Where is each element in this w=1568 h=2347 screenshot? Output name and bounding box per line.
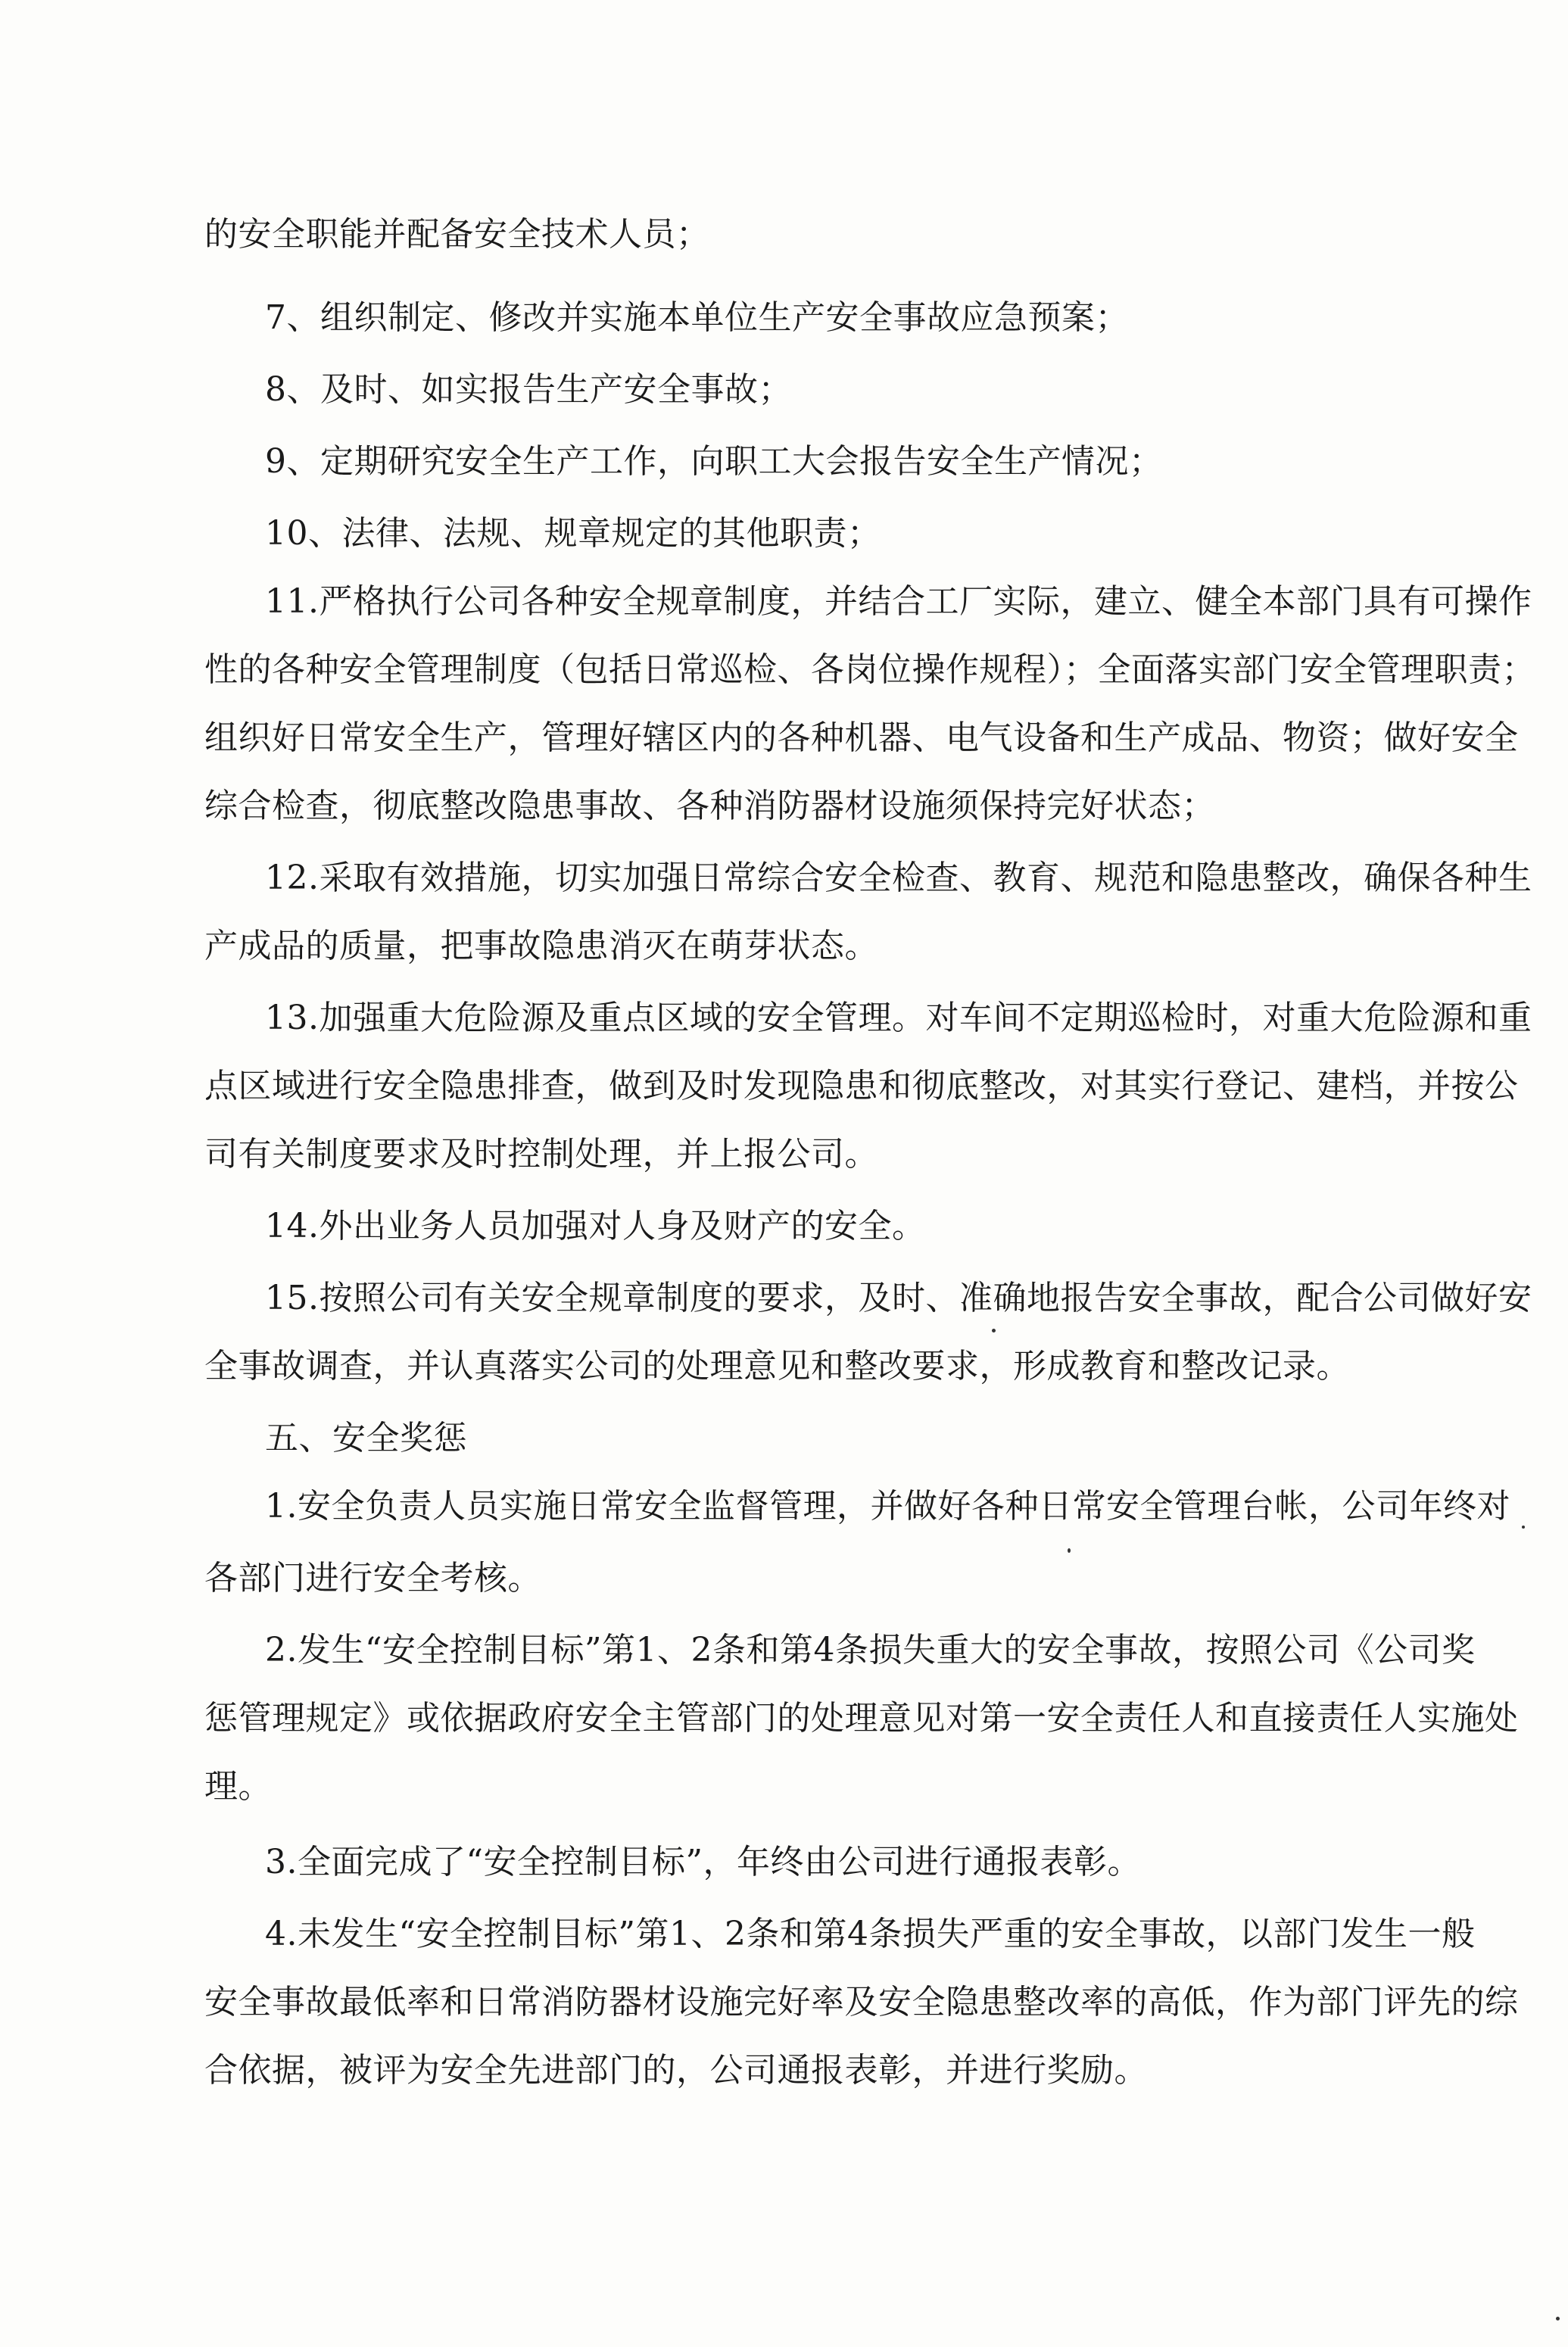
scan-speck bbox=[1556, 2317, 1560, 2321]
scan-speck bbox=[1522, 1526, 1525, 1529]
text-line: 11.严格执行公司各种安全规章制度，并结合工厂实际，建立、健全本部门具有可操作 bbox=[265, 582, 1532, 621]
text-line: 2.发生“安全控制目标”第1、2条和第4条损失重大的安全事故，按照公司《公司奖 bbox=[265, 1631, 1476, 1669]
text-line: 综合检查，彻底整改隐患事故、各种消防器材设施须保持完好状态； bbox=[204, 787, 1215, 825]
text-line: 惩管理规定》或依据政府安全主管部门的处理意见对第一安全责任人和直接责任人实施处 bbox=[204, 1699, 1519, 1738]
text-line: 9、定期研究安全生产工作，向职工大会报告安全生产情况； bbox=[265, 442, 1163, 481]
text-line: 4.未发生“安全控制目标”第1、2条和第4条损失严重的安全事故，以部门发生一般 bbox=[265, 1915, 1476, 1953]
text-line: 的安全职能并配备安全技术人员； bbox=[204, 215, 710, 254]
text-line: 7、组织制定、修改并实施本单位生产安全事故应急预案； bbox=[265, 298, 1129, 337]
text-line: 8、及时、如实报告生产安全事故； bbox=[265, 370, 792, 409]
text-line: 14.外出业务人员加强对人身及财产的安全。 bbox=[265, 1207, 926, 1245]
text-line: 13.加强重大危险源及重点区域的安全管理。对车间不定期巡检时，对重大危险源和重 bbox=[265, 999, 1532, 1037]
text-line: 合依据，被评为安全先进部门的，公司通报表彰，并进行奖励。 bbox=[204, 2051, 1148, 2090]
text-line: 1.安全负责人员实施日常安全监督管理，并做好各种日常安全管理台帐，公司年终对 bbox=[265, 1487, 1510, 1526]
scan-speck bbox=[1068, 1548, 1071, 1553]
text-line: 各部门进行安全考核。 bbox=[204, 1559, 541, 1597]
text-line: 12.采取有效措施，切实加强日常综合安全检查、教育、规范和隐患整改，确保各种生 bbox=[265, 859, 1532, 897]
text-line: 性的各种安全管理制度（包括日常巡检、各岗位操作规程）；全面落实部门安全管理职责； bbox=[204, 650, 1535, 689]
text-line: 10、法律、法规、规章规定的其他职责； bbox=[265, 514, 881, 553]
text-line: 3.全面完成了“安全控制目标”，年终由公司进行通报表彰。 bbox=[265, 1843, 1141, 1881]
text-line: 产成品的质量，把事故隐患消灭在萌芽状态。 bbox=[204, 927, 878, 965]
text-line: 15.按照公司有关安全规章制度的要求，及时、准确地报告安全事故，配合公司做好安 bbox=[265, 1279, 1532, 1317]
section-heading: 五、安全奖惩 bbox=[265, 1419, 467, 1457]
text-line: 全事故调查，并认真落实公司的处理意见和整改要求，形成教育和整改记录。 bbox=[204, 1347, 1350, 1385]
text-line: 安全事故最低率和日常消防器材设施完好率及安全隐患整改率的高低，作为部门评先的综 bbox=[204, 1983, 1519, 2021]
text-line: 点区域进行安全隐患排查，做到及时发现隐患和彻底整改，对其实行登记、建档，并按公 bbox=[204, 1067, 1519, 1105]
text-line: 理。 bbox=[204, 1767, 272, 1806]
text-line: 组织好日常安全生产，管理好辖区内的各种机器、电气设备和生产成品、物资；做好安全 bbox=[204, 718, 1519, 757]
text-line: 司有关制度要求及时控制处理，并上报公司。 bbox=[204, 1135, 878, 1174]
scan-speck bbox=[992, 1329, 996, 1332]
